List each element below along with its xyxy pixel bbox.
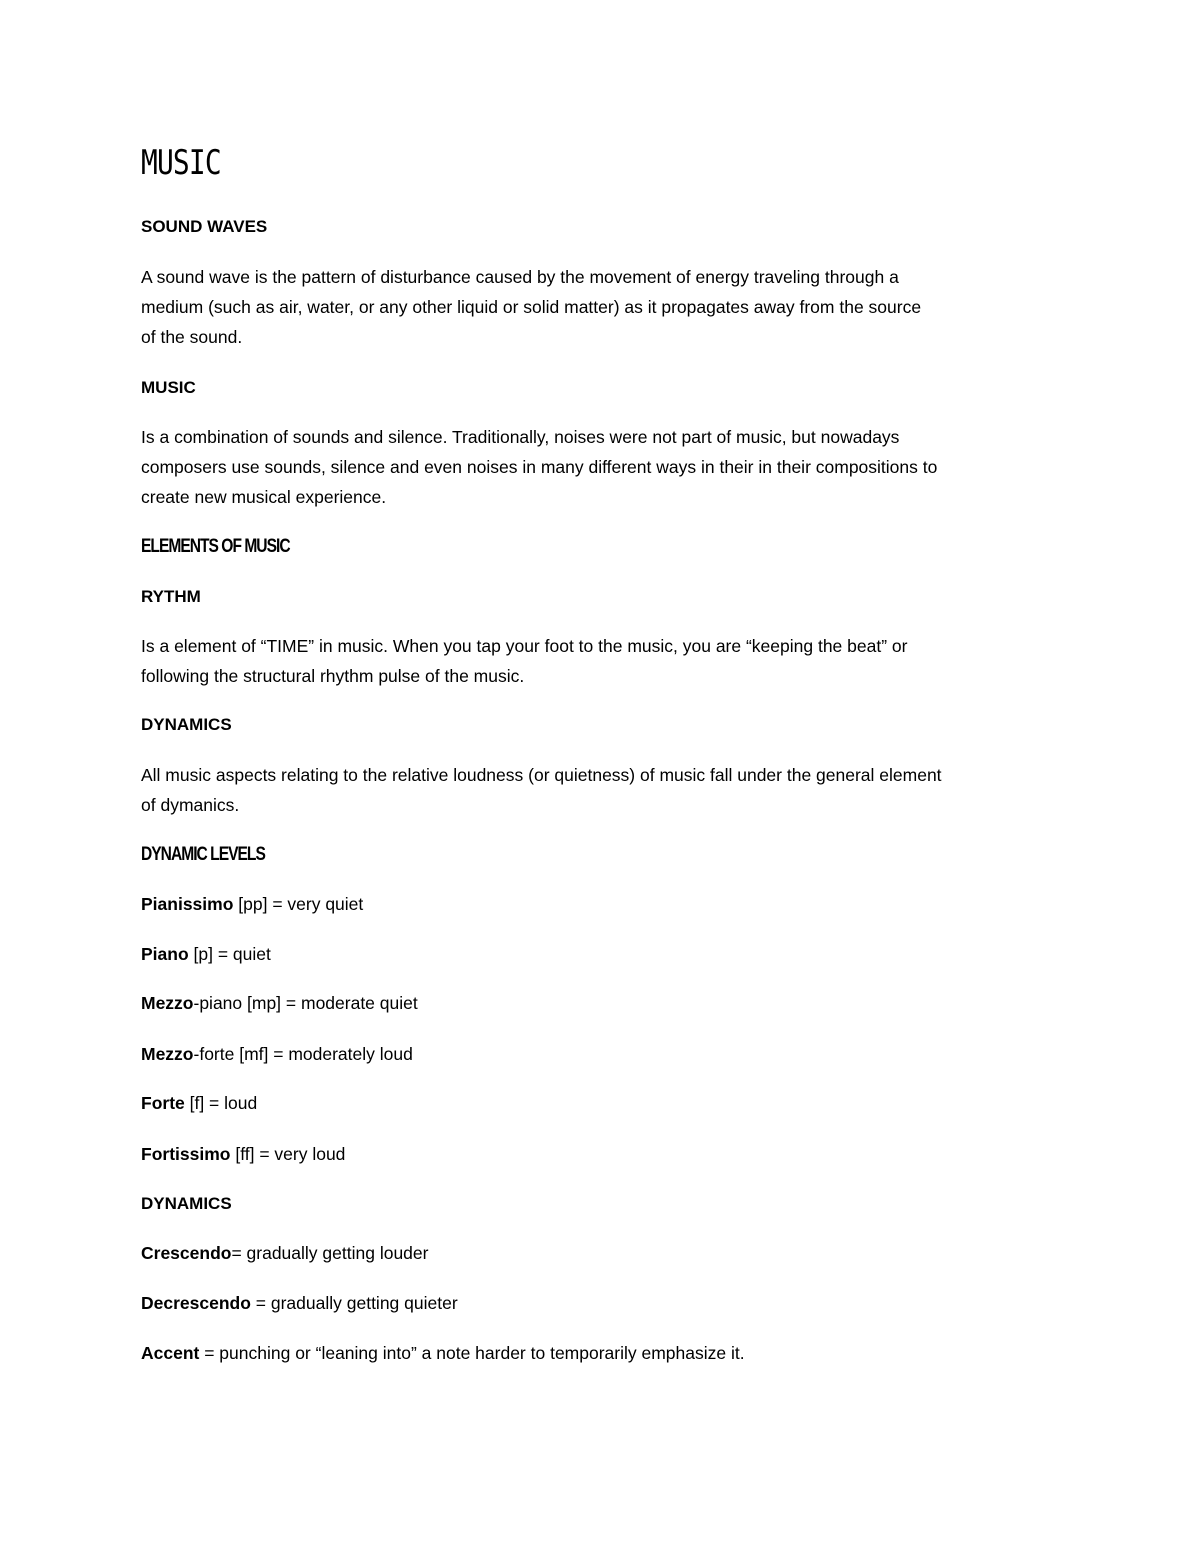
heading-dynamic-levels: DYNAMIC LEVELS bbox=[141, 844, 265, 865]
term: Accent bbox=[141, 1343, 200, 1363]
term: Decrescendo bbox=[141, 1293, 251, 1313]
heading-rythm: RYTHM bbox=[141, 587, 201, 606]
term: Piano bbox=[141, 944, 189, 964]
paragraph-sound-waves bbox=[141, 262, 1061, 352]
paragraph-rythm bbox=[141, 631, 1061, 691]
heading-music: MUSIC bbox=[141, 378, 196, 397]
term: Pianissimo bbox=[141, 894, 234, 914]
definition: -forte [mf] = moderately loud bbox=[193, 1044, 413, 1064]
definition: = punching or “leaning into” a note harder to temporarily emphasize it. bbox=[199, 1343, 745, 1363]
heading-elements-of-music: ELEMENTS OF MUSIC bbox=[141, 536, 290, 557]
document-title: MUSIC bbox=[141, 143, 221, 183]
dynamic-level-item bbox=[141, 1143, 345, 1165]
definition: [pp] = very quiet bbox=[233, 894, 364, 914]
paragraph-music bbox=[141, 422, 1061, 512]
dynamics-change-item bbox=[141, 1292, 458, 1314]
definition: = gradually getting quieter bbox=[250, 1293, 458, 1313]
term: Crescendo bbox=[141, 1243, 232, 1263]
dynamic-level-item bbox=[141, 943, 271, 965]
paragraph-line: of dymanics. bbox=[141, 795, 240, 815]
paragraph-line: following the structural rhythm pulse of the music. bbox=[141, 666, 525, 686]
dynamics-change-item bbox=[141, 1342, 745, 1364]
term: Forte bbox=[141, 1093, 185, 1113]
definition: [f] = loud bbox=[184, 1093, 258, 1113]
definition: [ff] = very loud bbox=[230, 1144, 346, 1164]
paragraph-line: medium (such as air, water, or any other liquid or solid matter) as it propagates away from the source bbox=[141, 297, 922, 317]
paragraph-line: create new musical experience. bbox=[141, 487, 387, 507]
term: Mezzo bbox=[141, 1044, 194, 1064]
definition: -piano [mp] = moderate quiet bbox=[193, 993, 418, 1013]
paragraph-line: A sound wave is the pattern of disturbance caused by the movement of energy traveling through a bbox=[141, 267, 899, 287]
term: Mezzo bbox=[141, 993, 194, 1013]
definition: = gradually getting louder bbox=[231, 1243, 429, 1263]
heading-sound-waves: SOUND WAVES bbox=[141, 217, 268, 236]
paragraph-line: of the sound. bbox=[141, 327, 243, 347]
dynamic-level-item bbox=[141, 992, 418, 1014]
dynamics-change-item bbox=[141, 1242, 428, 1264]
dynamic-level-item bbox=[141, 893, 363, 915]
heading-dynamics: DYNAMICS bbox=[141, 715, 232, 734]
dynamic-level-item bbox=[141, 1092, 257, 1114]
paragraph-line: composers use sounds, silence and even noises in many different ways in their in their compositions to bbox=[141, 457, 938, 477]
paragraph-dynamics bbox=[141, 760, 1061, 820]
paragraph-line: Is a element of “TIME” in music. When you tap your foot to the music, you are “keeping the beat” or bbox=[141, 636, 908, 656]
dynamic-level-item bbox=[141, 1043, 413, 1065]
heading-dynamics-changes: DYNAMICS bbox=[141, 1194, 232, 1213]
term: Fortissimo bbox=[141, 1144, 231, 1164]
paragraph-line: All music aspects relating to the relative loudness (or quietness) of music fall under the general element bbox=[141, 765, 942, 785]
paragraph-line: Is a combination of sounds and silence. Traditionally, noises were not part of music, but nowadays bbox=[141, 427, 900, 447]
definition: [p] = quiet bbox=[188, 944, 271, 964]
